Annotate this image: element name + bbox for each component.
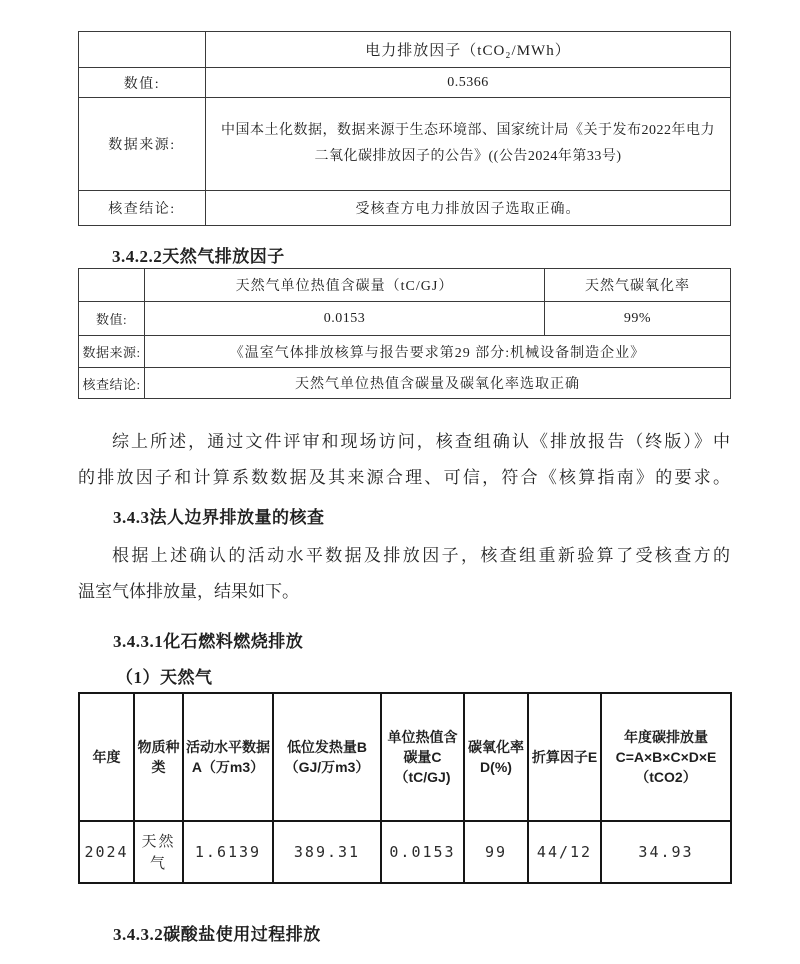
paragraph-boundary [78,538,730,610]
paragraph-line: 根据上述确认的活动水平数据及排放因子，核查组重新验算了受核查方的 [112,546,730,565]
electricity-factor-header-cell: 电力排放因子（tCO₂/MWh） [206,32,731,68]
carbon-content-cell: 0.0153 [381,821,464,883]
value-label-cell: 数值: [79,68,206,98]
paragraph-line: 综上所述，通过文件评审和现场访问，核查组确认《排放报告（终版）》中 [112,432,730,451]
conclusion-cell: 受核查方电力排放因子选取正确。 [206,191,731,226]
material-type-column-header: 物质种类 [134,693,183,821]
electricity-factor-table [78,31,731,226]
carbon-content-value-cell: 0.0153 [145,302,545,336]
heating-value-cell: 389.31 [273,821,381,883]
heating-value-column-header: 低位发热量B（GJ/万m3） [273,693,381,821]
paragraph-line: 的排放因子和计算系数数据及其来源合理、可信，符合《核算指南》的要求。 [78,468,730,487]
carbon-content-column-header: 单位热值含碳量C（tC/GJ) [381,693,464,821]
oxidation-rate-column-header: 碳氧化率D(%) [464,693,528,821]
table-row [79,302,731,336]
annual-emission-cell: 34.93 [601,821,731,883]
value-label-cell: 数值: [79,302,145,336]
table-row [79,98,731,191]
corner-cell [79,269,145,302]
oxidation-rate-value-cell: 99% [545,302,731,336]
conclusion-label-cell: 核查结论: [79,191,206,226]
year-column-header: 年度 [79,693,134,821]
source-label-cell: 数据来源: [79,98,206,191]
value-cell: 0.5366 [206,68,731,98]
carbon-content-header-cell: 天然气单位热值含碳量（tC/GJ） [145,269,545,302]
source-label-cell: 数据来源: [79,336,145,368]
activity-data-cell: 1.6139 [183,821,273,883]
material-type-cell: 天然气 [134,821,183,883]
gas-factor-table [78,268,731,399]
paragraph-line: 温室气体排放量，结果如下。 [78,582,299,601]
paragraph-summary [78,424,730,496]
heading-boundary-emission-verification: 3.4.3法人边界排放量的核查 [113,508,325,527]
table-row [79,68,731,98]
oxidation-rate-cell: 99 [464,821,528,883]
conclusion-cell: 天然气单位热值含碳量及碳氧化率选取正确 [145,368,731,399]
conversion-factor-column-header: 折算因子E [528,693,601,821]
table-row [79,32,731,68]
heading-gas-emission-factor: 3.4.2.2天然气排放因子 [112,247,285,266]
table-row [79,336,731,368]
source-cell: 《温室气体排放核算与报告要求第29 部分:机械设备制造企业》 [145,336,731,368]
oxidation-rate-header-cell: 天然气碳氧化率 [545,269,731,302]
table-row [79,368,731,399]
corner-cell [79,32,206,68]
table-row [79,269,731,302]
heading-fossil-fuel-combustion: 3.4.3.1化石燃料燃烧排放 [113,632,304,651]
conversion-factor-cell: 44/12 [528,821,601,883]
table-data-row [79,821,731,883]
gas-combustion-table [78,692,732,884]
conclusion-label-cell: 核查结论: [79,368,145,399]
table-row [79,191,731,226]
heading-carbonate-process-emission: 3.4.3.2碳酸盐使用过程排放 [113,925,321,944]
table-header-row [79,693,731,821]
annual-emission-column-header: 年度碳排放量C=A×B×C×D×E（tCO2） [601,693,731,821]
year-cell: 2024 [79,821,134,883]
label-natural-gas-item: （1）天然气 [116,668,213,687]
activity-data-column-header: 活动水平数据A（万m3） [183,693,273,821]
source-cell: 中国本土化数据，数据来源于生态环境部、国家统计局《关于发布2022年电力二氧化碳排放因子的公告》((公告2024年第33号) [206,98,731,191]
